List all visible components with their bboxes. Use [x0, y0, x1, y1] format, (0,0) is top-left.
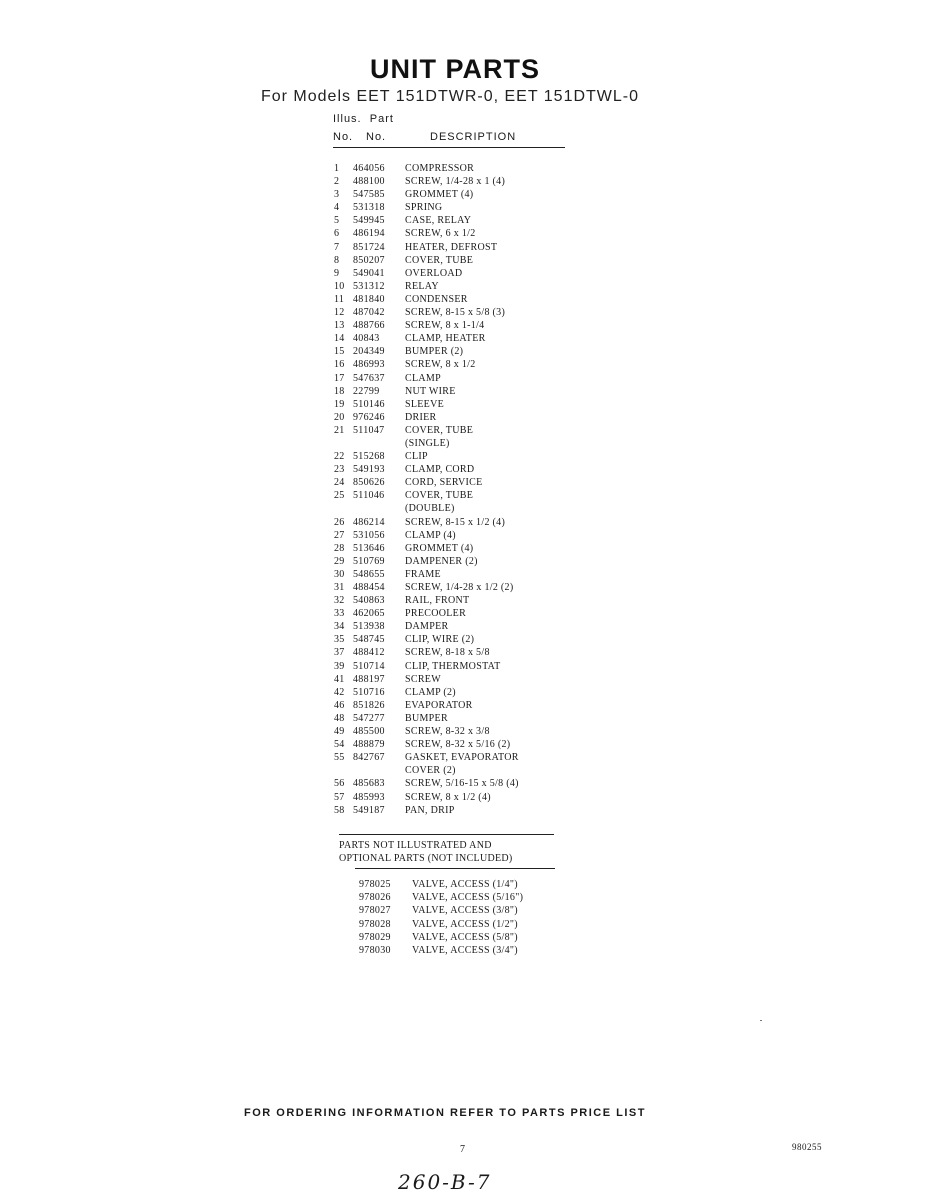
part-number: 850626: [353, 477, 385, 489]
part-description: (SINGLE): [405, 437, 450, 449]
part-description: RAIL, FRONT: [405, 595, 470, 607]
parts-row: [334, 542, 594, 555]
parts-not-illustrated-note: [339, 839, 513, 865]
part-number: 549041: [353, 267, 385, 279]
part-number: 488197: [353, 673, 385, 685]
parts-row: [334, 437, 594, 450]
illus-number: 16: [334, 359, 345, 371]
part-number: 486194: [353, 228, 385, 240]
parts-row: [334, 175, 594, 188]
part-number: 515268: [353, 451, 385, 463]
illus-number: 6: [334, 228, 340, 240]
part-description: PRECOOLER: [405, 608, 467, 620]
part-description: SPRING: [405, 202, 443, 214]
part-description: BUMPER: [405, 712, 448, 724]
part-number: 978026: [359, 892, 391, 904]
illus-number: [334, 437, 353, 450]
illus-number: 14: [334, 333, 345, 345]
illus-number: 41: [334, 673, 345, 685]
illus-number: 9: [334, 267, 340, 279]
part-no-label: No.: [366, 131, 387, 143]
illus-number: 3: [334, 189, 340, 201]
illus-number: 46: [334, 699, 345, 711]
parts-row: [334, 568, 594, 581]
part-description: COVER, TUBE: [405, 254, 474, 266]
part-number: 547585: [353, 189, 385, 201]
parts-row: [334, 385, 594, 398]
illus-number: 13: [334, 320, 345, 332]
part-description: CLIP, WIRE (2): [405, 634, 475, 646]
illus-number: 42: [334, 686, 345, 698]
parts-row: [334, 673, 594, 686]
document-number: 980255: [792, 1142, 822, 1152]
part-description: CONDENSER: [405, 293, 468, 305]
part-number: 549193: [353, 464, 385, 476]
part-number: 510769: [353, 555, 385, 567]
illus-number: 56: [334, 778, 345, 790]
part-number: 850207: [353, 254, 385, 266]
parts-row: [334, 162, 594, 175]
part-number: 510714: [353, 660, 385, 672]
part-number: 488879: [353, 739, 385, 751]
optional-part-row: [359, 918, 523, 931]
illus-number: 26: [334, 516, 345, 528]
part-description: DAMPER: [405, 621, 449, 633]
part-description: FRAME: [405, 568, 441, 580]
illus-number: 28: [334, 542, 345, 554]
part-number: 462065: [353, 608, 385, 620]
illus-number: 4: [334, 202, 340, 214]
part-number: 486214: [353, 516, 385, 528]
part-description: CLAMP (4): [405, 529, 456, 541]
part-number: 22799: [353, 385, 380, 397]
illus-number: 49: [334, 726, 345, 738]
part-description: CLIP: [405, 451, 428, 463]
part-number: [353, 764, 405, 777]
column-header-top: [333, 113, 394, 125]
part-number: 978025: [359, 879, 391, 890]
illus-number: 25: [334, 490, 345, 502]
part-description: CLAMP, HEATER: [405, 333, 486, 345]
part-number: 548745: [353, 634, 385, 646]
part-description: COVER (2): [405, 765, 456, 777]
parts-row: [334, 476, 594, 489]
illus-number: 23: [334, 464, 345, 476]
illus-number: 33: [334, 608, 345, 620]
scan-speck: [760, 1020, 762, 1021]
illus-number: 12: [334, 307, 345, 319]
part-description: SCREW, 5/16-15 x 5/8 (4): [405, 778, 519, 790]
illus-number: 7: [334, 241, 340, 253]
parts-row: [334, 424, 594, 437]
parts-row: [334, 358, 594, 371]
part-description: SCREW: [405, 673, 441, 685]
part-number: 978028: [359, 918, 391, 930]
illus-number: 48: [334, 712, 345, 724]
part-number: 547277: [353, 712, 385, 724]
part-number: 513938: [353, 621, 385, 633]
part-description: CLAMP (2): [405, 686, 456, 698]
part-description: SCREW, 1/4-28 x 1/2 (2): [405, 582, 514, 593]
part-description: CLAMP, CORD: [405, 464, 475, 476]
part-number: 531056: [353, 529, 385, 541]
part-number: [353, 437, 405, 450]
parts-row: [334, 633, 594, 646]
part-number: 510716: [353, 686, 385, 698]
part-number: 978029: [359, 931, 391, 943]
part-description: VALVE, ACCESS (3/4"): [412, 945, 518, 957]
part-number: [353, 502, 405, 515]
part-description: CLAMP: [405, 372, 441, 384]
part-number: 511047: [353, 424, 385, 436]
illus-number: 37: [334, 647, 345, 659]
parts-row: [334, 699, 594, 712]
page-title: UNIT PARTS: [370, 54, 540, 84]
parts-row: [334, 201, 594, 214]
part-description: SLEEVE: [405, 398, 445, 410]
parts-row: [334, 319, 594, 332]
parts-row: [334, 293, 594, 306]
parts-row: [334, 188, 594, 201]
parts-row: [334, 712, 594, 725]
part-description: COVER, TUBE: [405, 424, 474, 436]
optional-part-row: [359, 931, 523, 944]
part-number: 510146: [353, 398, 385, 410]
parts-row: [334, 502, 594, 515]
part-label: Part: [369, 113, 394, 125]
parts-row: [334, 804, 594, 817]
part-description: SCREW, 8-32 x 5/16 (2): [405, 739, 511, 751]
part-number: 842767: [353, 752, 385, 764]
optional-part-row: [359, 878, 523, 891]
part-number: 531318: [353, 202, 385, 214]
part-description: CORD, SERVICE: [405, 477, 483, 489]
part-description: SCREW, 8-15 x 1/2 (4): [405, 516, 506, 528]
parts-row: [334, 646, 594, 659]
parts-row: [334, 306, 594, 319]
optional-part-row: [359, 891, 523, 904]
part-number: 531312: [353, 280, 385, 292]
part-number: 513646: [353, 542, 385, 554]
illus-number: 30: [334, 568, 345, 580]
parts-row: [334, 227, 594, 240]
part-description: GROMMET (4): [405, 189, 474, 201]
handwritten-note: 260-B-7: [398, 1170, 492, 1194]
illus-number: 5: [334, 215, 340, 227]
illus-number: [334, 502, 353, 515]
parts-row: [334, 594, 594, 607]
optional-part-row: [359, 944, 523, 957]
parts-row: [334, 764, 594, 777]
part-number: 488766: [353, 320, 385, 332]
part-description: VALVE, ACCESS (1/2"): [412, 918, 518, 930]
part-number: 549945: [353, 215, 385, 227]
parts-row: [334, 411, 594, 424]
illus-number: 8: [334, 254, 340, 266]
note-line: PARTS NOT ILLUSTRATED AND: [339, 840, 492, 851]
part-number: 540863: [353, 595, 385, 607]
part-description: EVAPORATOR: [405, 699, 473, 711]
parts-list: [334, 162, 594, 817]
illus-number: 55: [334, 752, 345, 764]
illus-number: 10: [334, 280, 345, 292]
illus-number: 21: [334, 424, 345, 436]
part-number: 486993: [353, 359, 385, 371]
illus-number: 39: [334, 660, 345, 672]
part-description: BUMPER (2): [405, 346, 464, 358]
part-description: SCREW, 8 x 1/2: [405, 359, 476, 371]
part-number: 851724: [353, 241, 385, 253]
ordering-note: FOR ORDERING INFORMATION REFER TO PARTS PRICE LIST: [244, 1107, 646, 1119]
part-description: OVERLOAD: [405, 267, 463, 279]
part-description: VALVE, ACCESS (5/8"): [412, 931, 518, 943]
column-header-row: [333, 131, 565, 148]
part-number: 976246: [353, 411, 385, 423]
illus-number: 32: [334, 595, 345, 607]
page-number: 7: [460, 1144, 465, 1155]
part-description: SCREW, 1/4-28 x 1 (4): [405, 176, 506, 188]
parts-row: [334, 751, 594, 764]
part-description: VALVE, ACCESS (5/16"): [412, 892, 524, 904]
part-description: HEATER, DEFROST: [405, 241, 498, 253]
part-number: 978027: [359, 905, 391, 917]
parts-row: [334, 463, 594, 476]
part-description: VALVE, ACCESS (1/4"): [412, 879, 518, 890]
part-number: 204349: [353, 346, 385, 358]
parts-row: [334, 280, 594, 293]
parts-row: [334, 660, 594, 673]
illus-number: 2: [334, 176, 340, 188]
part-description: NUT WIRE: [405, 385, 456, 397]
parts-row: [334, 398, 594, 411]
part-number: 488412: [353, 647, 385, 659]
part-number: 511046: [353, 490, 385, 502]
parts-row: [334, 620, 594, 633]
part-description: VALVE, ACCESS (3/8"): [412, 905, 518, 917]
illus-number: 17: [334, 372, 345, 384]
part-description: COMPRESSOR: [405, 163, 475, 174]
part-number: 488454: [353, 582, 385, 593]
part-description: GASKET, EVAPORATOR: [405, 752, 519, 764]
description-label: DESCRIPTION: [430, 131, 517, 143]
parts-row: [334, 489, 594, 502]
part-number: 547637: [353, 372, 385, 384]
parts-row: [334, 555, 594, 568]
illus-number: 29: [334, 555, 345, 567]
part-description: COVER, TUBE: [405, 490, 474, 502]
illus-number: 35: [334, 634, 345, 646]
illus-number: 57: [334, 791, 345, 803]
illus-number: 34: [334, 621, 345, 633]
parts-row: [334, 581, 594, 594]
parts-row: [334, 516, 594, 529]
parts-row: [334, 214, 594, 227]
part-description: GROMMET (4): [405, 542, 474, 554]
part-description: SCREW, 8 x 1-1/4: [405, 320, 485, 332]
parts-row: [334, 529, 594, 542]
part-description: DAMPENER (2): [405, 555, 478, 567]
parts-row: [334, 777, 594, 790]
parts-row: [334, 267, 594, 280]
illus-number: 11: [334, 293, 345, 305]
part-description: SCREW, 6 x 1/2: [405, 228, 476, 240]
parts-row: [334, 345, 594, 358]
divider: [339, 834, 554, 835]
part-description: DRIER: [405, 411, 437, 423]
divider: [355, 868, 555, 869]
parts-row: [334, 372, 594, 385]
part-description: SCREW, 8-32 x 3/8: [405, 726, 490, 738]
part-number: 464056: [353, 163, 385, 174]
part-number: 548655: [353, 568, 385, 580]
part-description: SCREW, 8-15 x 5/8 (3): [405, 307, 506, 319]
note-line: OPTIONAL PARTS (NOT INCLUDED): [339, 853, 513, 864]
part-number: 40843: [353, 333, 380, 345]
parts-row: [334, 241, 594, 254]
illus-number: 1: [334, 163, 340, 174]
part-description: SCREW, 8 x 1/2 (4): [405, 791, 491, 803]
parts-row: [334, 450, 594, 463]
part-description: CLIP, THERMOSTAT: [405, 660, 501, 672]
part-number: 487042: [353, 307, 385, 319]
illus-no-label: No.: [333, 131, 354, 143]
illus-number: 18: [334, 385, 345, 397]
models-subtitle: For Models EET 151DTWR-0, EET 151DTWL-0: [260, 88, 640, 105]
part-number: 485993: [353, 791, 385, 803]
part-number: 978030: [359, 945, 391, 957]
part-description: PAN, DRIP: [405, 804, 455, 816]
parts-row: [334, 738, 594, 751]
part-number: 488100: [353, 176, 385, 188]
part-number: 481840: [353, 293, 385, 305]
part-description: RELAY: [405, 280, 439, 292]
parts-row: [334, 725, 594, 738]
illus-number: 22: [334, 451, 345, 463]
illus-number: [334, 764, 353, 777]
parts-row: [334, 607, 594, 620]
parts-row: [334, 254, 594, 267]
part-description: SCREW, 8-18 x 5/8: [405, 647, 490, 659]
part-number: 549187: [353, 804, 385, 816]
illus-number: 27: [334, 529, 345, 541]
parts-row: [334, 686, 594, 699]
illus-label: Illus.: [333, 113, 362, 125]
optional-parts-list: [359, 878, 523, 957]
part-description: (DOUBLE): [405, 503, 455, 515]
illus-number: 54: [334, 739, 345, 751]
illus-number: 58: [334, 804, 345, 816]
parts-row: [334, 332, 594, 345]
illus-number: 20: [334, 411, 345, 423]
parts-row: [334, 791, 594, 804]
illus-number: 19: [334, 398, 345, 410]
optional-part-row: [359, 904, 523, 917]
part-number: 851826: [353, 699, 385, 711]
illus-number: 31: [334, 582, 345, 593]
illus-number: 24: [334, 477, 345, 489]
part-number: 485500: [353, 726, 385, 738]
illus-number: 15: [334, 346, 345, 358]
part-number: 485683: [353, 778, 385, 790]
part-description: CASE, RELAY: [405, 215, 472, 227]
